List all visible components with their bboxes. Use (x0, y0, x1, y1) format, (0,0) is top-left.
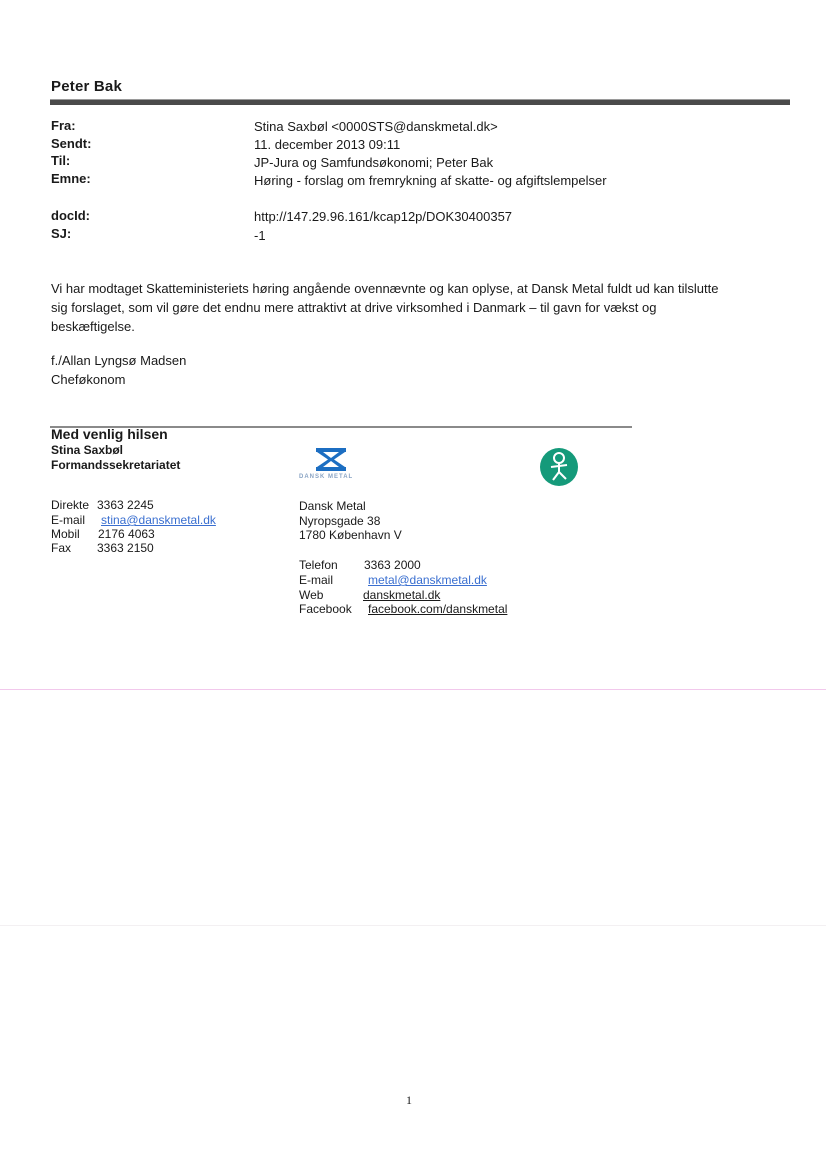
signature-greeting: Med venlig hilsen (51, 426, 168, 442)
page-number: 1 (406, 1093, 412, 1107)
field-label-from: Fra: (51, 118, 76, 133)
org-label-web: Web (299, 588, 324, 602)
signoff: f./Allan Lyngsø Madsen (51, 353, 187, 368)
body-line: sig forslaget, som vil gøre det endnu mere attraktivt at drive virksomhed i Danmark – til gavn for vækst og (51, 300, 657, 315)
contact-label-email: E-mail (51, 513, 86, 527)
scan-divider (0, 689, 826, 690)
field-value-sj: -1 (254, 228, 266, 243)
field-label-to: Til: (51, 153, 71, 168)
signature-name: Stina Saxbøl (51, 443, 124, 457)
contact-email-link[interactable]: stina@danskmetal.dk (101, 513, 216, 527)
field-value-docid: http://147.29.96.161/kcap12p/DOK30400357 (254, 209, 513, 224)
dansk-metal-logo (299, 446, 375, 486)
contact-value-fax: 3363 2150 (97, 541, 154, 555)
org-email-link[interactable]: metal@danskmetal.dk (368, 573, 487, 587)
org-street: Nyropsgade 38 (299, 514, 381, 528)
field-value-from: Stina Saxbøl <0000STS@danskmetal.dk> (254, 119, 498, 134)
org-label-phone: Telefon (299, 558, 338, 572)
body-line: beskæftigelse. (51, 319, 135, 334)
header-divider (50, 99, 790, 105)
signature-department: Formandssekretariatet (51, 458, 181, 472)
org-value-phone: 3363 2000 (364, 558, 421, 572)
field-label-sj: SJ: (51, 226, 72, 241)
field-label-subject: Emne: (51, 171, 91, 186)
contact-label-mobile: Mobil (51, 527, 80, 541)
field-value-to: JP-Jura og Samfundsøkonomi; Peter Bak (254, 155, 494, 170)
field-label-docid: docId: (51, 208, 90, 223)
body-line: Vi har modtaget Skatteministeriets høring angående ovennævnte og kan oplyse, at Dansk Metal fuldt ud kan tilslutte (51, 281, 719, 296)
org-facebook-link[interactable]: facebook.com/danskmetal (368, 602, 508, 616)
logo-wordmark: DANSK METAL (299, 474, 354, 480)
org-web-link[interactable]: danskmetal.dk (363, 588, 441, 602)
org-label-facebook: Facebook (299, 602, 352, 616)
dansk-metal-logo-icon (299, 446, 375, 486)
field-value-subject: Høring - forslag om fremrykning af skatte- og afgiftslempelser (254, 173, 607, 188)
body-paragraph (51, 279, 791, 336)
signoff-role: Cheføkonom (51, 372, 126, 387)
org-name: Dansk Metal (299, 499, 366, 513)
org-city: 1780 København V (299, 528, 402, 542)
contact-label-direct: Direkte (51, 498, 90, 512)
contact-value-mobile: 2176 4063 (98, 527, 155, 541)
sender-header-name: Peter Bak (51, 78, 123, 95)
org-label-email: E-mail (299, 573, 334, 587)
field-label-sent: Sendt: (51, 136, 92, 151)
contact-value-direct: 3363 2245 (97, 498, 154, 512)
field-value-sent: 11. december 2013 09:11 (254, 137, 401, 152)
figure-badge-icon (539, 447, 579, 487)
contact-label-fax: Fax (51, 541, 72, 555)
scan-divider-faint (0, 925, 826, 926)
